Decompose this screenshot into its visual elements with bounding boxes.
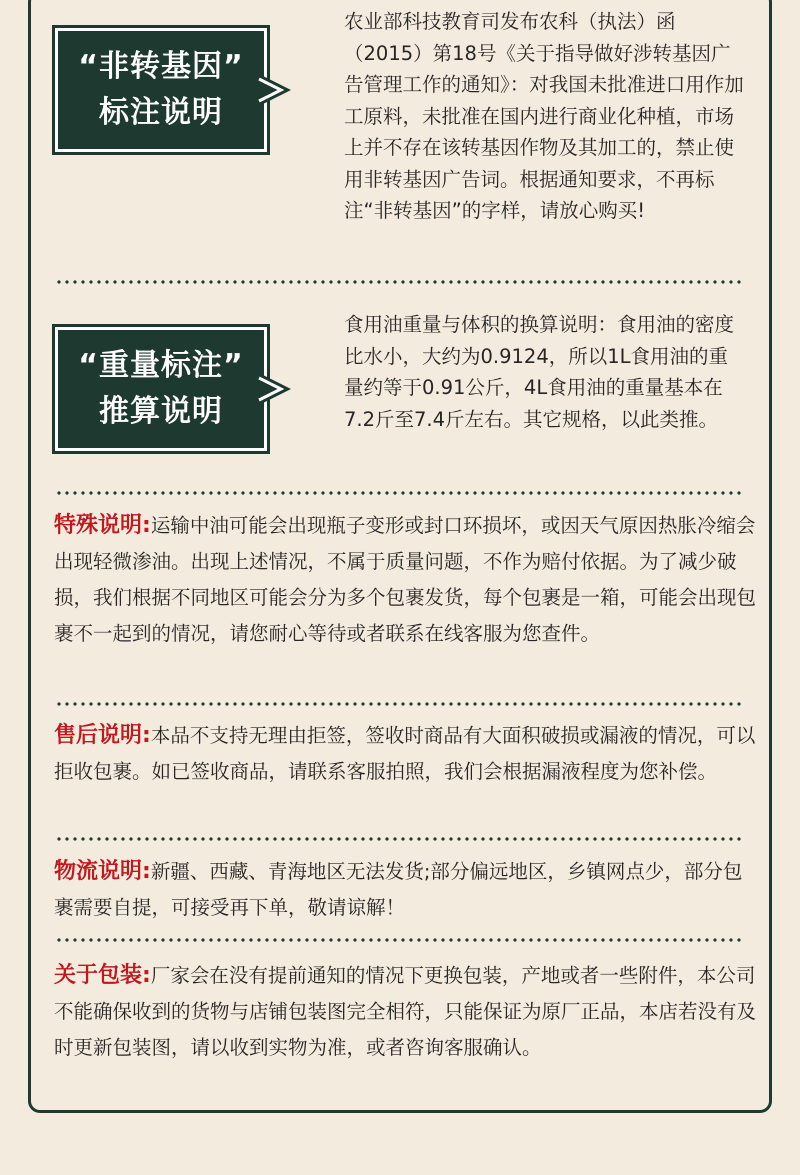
after-sales-notice [54,718,759,790]
section-body: 厂家会在没有提前通知的情况下更换包装，产地或者一些附件，本公司不能确保收到的货物与店铺包装图完全相符，只能保证为原厂正品，本店若没有及时更新包装图，请以收到实物为准，或者咨询客服确认。 [54,964,757,1059]
section-title: 物流说明: [54,859,151,884]
dotted-divider [55,280,745,284]
chevron-right-icon [255,72,291,108]
dotted-divider [55,837,745,841]
badge-title: “非转基因” [78,49,244,84]
badge-non-gmo [55,28,267,152]
section-title: 特殊说明: [54,513,151,538]
non-gmo-explanation: 农业部科技教育司发布农科（执法）函（2015）第18号《关于指导做好涉转基因广告管理工作的通知》：对我国未批准进口用作加工原料，未批准在国内进行商业化种植，市场上并不存在该转基因作物及其加工的，禁止使用非转基因广告词。根据通知要求，不再标注“非转基因”的字样，请放心购买! [344,10,744,222]
section-title: 售后说明: [54,723,151,748]
dotted-divider [55,491,745,495]
section-body: 本品不支持无理由拒签，签收时商品有大面积破损或漏液的情况，可以拒收包裹。如已签收商品，请联系客服拍照，我们会根据漏液程度为您补偿。 [54,724,756,783]
chevron-right-icon [255,371,291,407]
badge-title: “重量标注” [78,348,244,383]
badge-weight [55,327,267,451]
badge-subtitle: 推算说明 [99,394,223,429]
special-notice [54,508,759,652]
packaging-notice [54,958,759,1066]
logistics-notice [54,854,759,926]
section-body: 新疆、西藏、青海地区无法发货;部分偏远地区，乡镇网点少，部分包裹需要自提，可接受再下单，敬请谅解！ [54,860,743,919]
dotted-divider [55,702,745,706]
weight-explanation: 食用油重量与体积的换算说明：食用油的密度比水小，大约为0.9124，所以1L食用油的重量约等于0.91公斤，4L食用油的重量基本在7.2斤至7.4斤左右。其它规格，以此类推。 [344,313,735,431]
dotted-divider [55,938,745,942]
badge-subtitle: 标注说明 [99,95,223,130]
section-title: 关于包装: [54,963,151,988]
section-body: 运输中油可能会出现瓶子变形或封口环损坏，或因天气原因热胀冷缩会出现轻微渗油。出现上述情况，不属于质量问题，不作为赔付依据。为了减少破损，我们根据不同地区可能会分为多个包裹发货，每个包裹是一箱，可能会出现包裹不一起到的情况，请您耐心等待或者联系在线客服为您查件。 [54,514,757,645]
